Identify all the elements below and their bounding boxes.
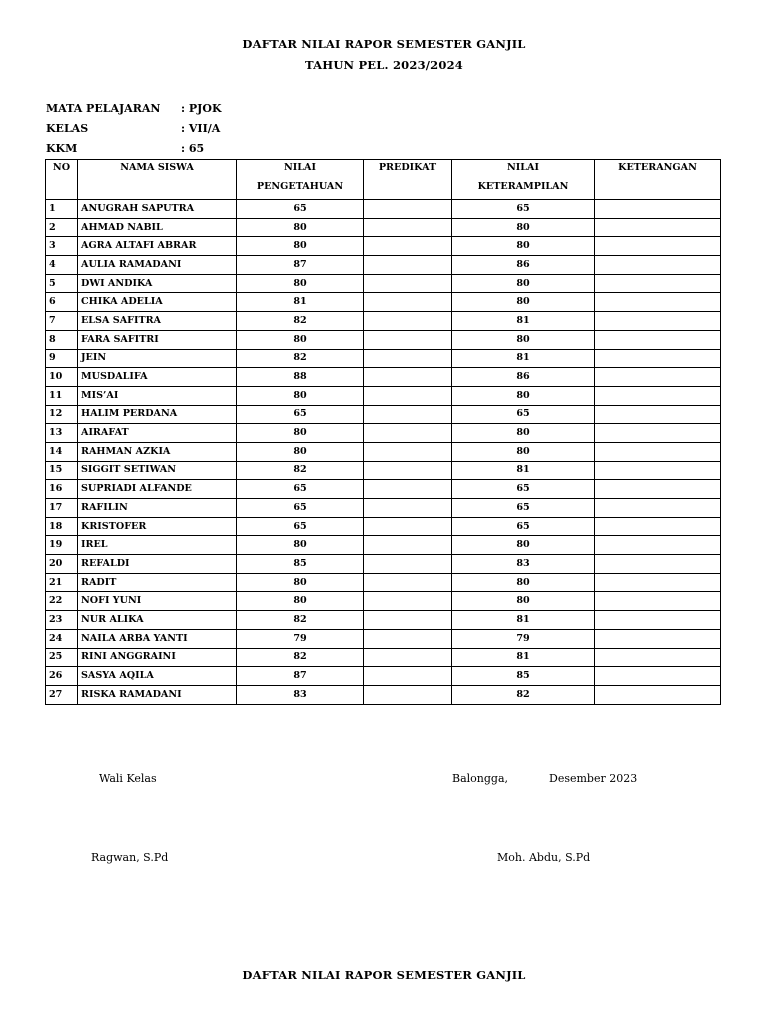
next-page-title: DAFTAR NILAI RAPOR SEMESTER GANJIL bbox=[242, 968, 526, 982]
table-row bbox=[46, 256, 721, 275]
knowledge-score-cell: 88 bbox=[237, 368, 364, 387]
skill-score-cell: 65 bbox=[452, 200, 595, 219]
meta-label: MATA PELAJARAN bbox=[46, 102, 161, 115]
row-number-cell: 7 bbox=[46, 312, 78, 331]
row-number-cell: 22 bbox=[46, 592, 78, 611]
student-name-cell: REFALDI bbox=[78, 555, 237, 574]
predikat-cell bbox=[364, 611, 452, 630]
row-number-cell: 5 bbox=[46, 274, 78, 293]
skill-score-cell: 80 bbox=[452, 293, 595, 312]
knowledge-score-cell: 87 bbox=[237, 256, 364, 275]
predikat-cell bbox=[364, 386, 452, 405]
keterangan-cell bbox=[595, 218, 721, 237]
row-number-cell: 23 bbox=[46, 611, 78, 630]
knowledge-score-cell: 80 bbox=[237, 424, 364, 443]
wali-kelas-name: Ragwan, S.Pd bbox=[91, 851, 169, 864]
meta-label: KKM bbox=[46, 142, 78, 155]
knowledge-score-cell: 65 bbox=[237, 405, 364, 424]
keterangan-cell bbox=[595, 611, 721, 630]
predikat-cell bbox=[364, 237, 452, 256]
student-name-cell: AGRA ALTAFI ABRAR bbox=[78, 237, 237, 256]
knowledge-score-cell: 83 bbox=[237, 685, 364, 704]
student-name-cell: RAHMAN AZKIA bbox=[78, 442, 237, 461]
row-number-cell: 26 bbox=[46, 667, 78, 686]
date-label: Desember 2023 bbox=[549, 772, 638, 785]
student-name-cell: RISKA RAMADANI bbox=[78, 685, 237, 704]
meta-value: : VII/A bbox=[181, 122, 221, 135]
table-row bbox=[46, 499, 721, 518]
skill-score-cell: 81 bbox=[452, 312, 595, 331]
keterangan-cell bbox=[595, 386, 721, 405]
keterangan-cell bbox=[595, 499, 721, 518]
predikat-cell bbox=[364, 685, 452, 704]
row-number-cell: 24 bbox=[46, 629, 78, 648]
knowledge-score-cell: 80 bbox=[237, 442, 364, 461]
knowledge-score-cell: 82 bbox=[237, 611, 364, 630]
table-row bbox=[46, 424, 721, 443]
keterangan-cell bbox=[595, 555, 721, 574]
skill-score-cell: 80 bbox=[452, 442, 595, 461]
skill-score-cell: 80 bbox=[452, 386, 595, 405]
header-nilai-keterampilan bbox=[452, 160, 595, 200]
header-line: PENGETAHUAN bbox=[256, 181, 344, 192]
predikat-cell bbox=[364, 592, 452, 611]
keterangan-cell bbox=[595, 517, 721, 536]
header-keterangan: KETERANGAN bbox=[595, 160, 721, 200]
student-name-cell: ANUGRAH SAPUTRA bbox=[78, 200, 237, 219]
table-row bbox=[46, 293, 721, 312]
skill-score-cell: 83 bbox=[452, 555, 595, 574]
skill-score-cell: 81 bbox=[452, 611, 595, 630]
skill-score-cell: 80 bbox=[452, 274, 595, 293]
keterangan-cell bbox=[595, 368, 721, 387]
keterangan-cell bbox=[595, 629, 721, 648]
row-number-cell: 6 bbox=[46, 293, 78, 312]
skill-score-cell: 65 bbox=[452, 480, 595, 499]
skill-score-cell: 80 bbox=[452, 424, 595, 443]
signatory-name: Moh. Abdu, S.Pd bbox=[497, 851, 591, 864]
predikat-cell bbox=[364, 517, 452, 536]
keterangan-cell bbox=[595, 480, 721, 499]
row-number-cell: 21 bbox=[46, 573, 78, 592]
skill-score-cell: 65 bbox=[452, 517, 595, 536]
table-row bbox=[46, 685, 721, 704]
skill-score-cell: 80 bbox=[452, 237, 595, 256]
header-nama-siswa: NAMA SISWA bbox=[78, 160, 237, 200]
row-number-cell: 12 bbox=[46, 405, 78, 424]
predikat-cell bbox=[364, 293, 452, 312]
student-name-cell: MUSDALIFA bbox=[78, 368, 237, 387]
skill-score-cell: 80 bbox=[452, 330, 595, 349]
knowledge-score-cell: 81 bbox=[237, 293, 364, 312]
knowledge-score-cell: 82 bbox=[237, 312, 364, 331]
meta-value: : PJOK bbox=[181, 102, 222, 115]
student-name-cell: SASYA AQILA bbox=[78, 667, 237, 686]
predikat-cell bbox=[364, 461, 452, 480]
skill-score-cell: 85 bbox=[452, 667, 595, 686]
predikat-cell bbox=[364, 256, 452, 275]
row-number-cell: 2 bbox=[46, 218, 78, 237]
table-row bbox=[46, 461, 721, 480]
meta-label: KELAS bbox=[46, 122, 89, 135]
student-name-cell: MIS’AI bbox=[78, 386, 237, 405]
keterangan-cell bbox=[595, 405, 721, 424]
table-row bbox=[46, 274, 721, 293]
meta-value: : 65 bbox=[181, 142, 205, 155]
table-row bbox=[46, 648, 721, 667]
row-number-cell: 25 bbox=[46, 648, 78, 667]
table-row bbox=[46, 573, 721, 592]
row-number-cell: 3 bbox=[46, 237, 78, 256]
predikat-cell bbox=[364, 499, 452, 518]
predikat-cell bbox=[364, 405, 452, 424]
table-row bbox=[46, 536, 721, 555]
skill-score-cell: 80 bbox=[452, 592, 595, 611]
row-number-cell: 19 bbox=[46, 536, 78, 555]
header-line: KETERAMPILAN bbox=[477, 181, 569, 192]
keterangan-cell bbox=[595, 685, 721, 704]
keterangan-cell bbox=[595, 592, 721, 611]
student-name-cell: AULIA RAMADANI bbox=[78, 256, 237, 275]
row-number-cell: 11 bbox=[46, 386, 78, 405]
table-row bbox=[46, 442, 721, 461]
row-number-cell: 13 bbox=[46, 424, 78, 443]
header-line: NILAI bbox=[507, 162, 539, 173]
knowledge-score-cell: 65 bbox=[237, 200, 364, 219]
predikat-cell bbox=[364, 368, 452, 387]
predikat-cell bbox=[364, 648, 452, 667]
row-number-cell: 20 bbox=[46, 555, 78, 574]
skill-score-cell: 81 bbox=[452, 349, 595, 368]
predikat-cell bbox=[364, 274, 452, 293]
knowledge-score-cell: 65 bbox=[237, 480, 364, 499]
knowledge-score-cell: 82 bbox=[237, 648, 364, 667]
student-name-cell: NAILA ARBA YANTI bbox=[78, 629, 237, 648]
predikat-cell bbox=[364, 629, 452, 648]
keterangan-cell bbox=[595, 274, 721, 293]
skill-score-cell: 86 bbox=[452, 256, 595, 275]
table-body bbox=[46, 200, 721, 705]
row-number-cell: 16 bbox=[46, 480, 78, 499]
keterangan-cell bbox=[595, 648, 721, 667]
knowledge-score-cell: 80 bbox=[237, 386, 364, 405]
header-nilai-pengetahuan bbox=[237, 160, 364, 200]
predikat-cell bbox=[364, 312, 452, 331]
predikat-cell bbox=[364, 349, 452, 368]
grades-table bbox=[45, 159, 721, 705]
student-name-cell: NOFI YUNI bbox=[78, 592, 237, 611]
student-name-cell: AIRAFAT bbox=[78, 424, 237, 443]
table-row bbox=[46, 480, 721, 499]
skill-score-cell: 65 bbox=[452, 405, 595, 424]
row-number-cell: 18 bbox=[46, 517, 78, 536]
row-number-cell: 1 bbox=[46, 200, 78, 219]
table-row bbox=[46, 349, 721, 368]
predikat-cell bbox=[364, 330, 452, 349]
skill-score-cell: 65 bbox=[452, 499, 595, 518]
table-row bbox=[46, 667, 721, 686]
keterangan-cell bbox=[595, 424, 721, 443]
student-name-cell: KRISTOFER bbox=[78, 517, 237, 536]
student-name-cell: DWI ANDIKA bbox=[78, 274, 237, 293]
place-label: Balongga, bbox=[452, 772, 509, 785]
row-number-cell: 4 bbox=[46, 256, 78, 275]
table-row bbox=[46, 368, 721, 387]
predikat-cell bbox=[364, 667, 452, 686]
predikat-cell bbox=[364, 200, 452, 219]
table-row bbox=[46, 237, 721, 256]
row-number-cell: 8 bbox=[46, 330, 78, 349]
student-name-cell: HALIM PERDANA bbox=[78, 405, 237, 424]
student-name-cell: AHMAD NABIL bbox=[78, 218, 237, 237]
predikat-cell bbox=[364, 573, 452, 592]
knowledge-score-cell: 80 bbox=[237, 274, 364, 293]
knowledge-score-cell: 65 bbox=[237, 517, 364, 536]
predikat-cell bbox=[364, 555, 452, 574]
knowledge-score-cell: 65 bbox=[237, 499, 364, 518]
knowledge-score-cell: 80 bbox=[237, 592, 364, 611]
predikat-cell bbox=[364, 442, 452, 461]
keterangan-cell bbox=[595, 237, 721, 256]
skill-score-cell: 82 bbox=[452, 685, 595, 704]
keterangan-cell bbox=[595, 349, 721, 368]
header-no: NO bbox=[46, 160, 78, 200]
skill-score-cell: 80 bbox=[452, 536, 595, 555]
keterangan-cell bbox=[595, 330, 721, 349]
student-name-cell: RINI ANGGRAINI bbox=[78, 648, 237, 667]
keterangan-cell bbox=[595, 256, 721, 275]
knowledge-score-cell: 87 bbox=[237, 667, 364, 686]
table-row bbox=[46, 555, 721, 574]
table-row bbox=[46, 611, 721, 630]
student-name-cell: SUPRIADI ALFANDE bbox=[78, 480, 237, 499]
skill-score-cell: 86 bbox=[452, 368, 595, 387]
keterangan-cell bbox=[595, 200, 721, 219]
table-header-row bbox=[46, 160, 721, 200]
keterangan-cell bbox=[595, 667, 721, 686]
student-name-cell: FARA SAFITRI bbox=[78, 330, 237, 349]
keterangan-cell bbox=[595, 573, 721, 592]
table-row bbox=[46, 312, 721, 331]
header-line: NILAI bbox=[284, 162, 316, 173]
student-name-cell: IREL bbox=[78, 536, 237, 555]
knowledge-score-cell: 79 bbox=[237, 629, 364, 648]
knowledge-score-cell: 82 bbox=[237, 349, 364, 368]
table-row bbox=[46, 386, 721, 405]
row-number-cell: 17 bbox=[46, 499, 78, 518]
skill-score-cell: 79 bbox=[452, 629, 595, 648]
student-name-cell: ELSA SAFITRA bbox=[78, 312, 237, 331]
skill-score-cell: 80 bbox=[452, 573, 595, 592]
student-name-cell: RADIT bbox=[78, 573, 237, 592]
row-number-cell: 9 bbox=[46, 349, 78, 368]
keterangan-cell bbox=[595, 442, 721, 461]
student-name-cell: NUR ALIKA bbox=[78, 611, 237, 630]
skill-score-cell: 81 bbox=[452, 461, 595, 480]
knowledge-score-cell: 82 bbox=[237, 461, 364, 480]
skill-score-cell: 80 bbox=[452, 218, 595, 237]
student-name-cell: CHIKA ADELIA bbox=[78, 293, 237, 312]
knowledge-score-cell: 80 bbox=[237, 218, 364, 237]
row-number-cell: 14 bbox=[46, 442, 78, 461]
knowledge-score-cell: 80 bbox=[237, 330, 364, 349]
header-predikat: PREDIKAT bbox=[364, 160, 452, 200]
predikat-cell bbox=[364, 218, 452, 237]
predikat-cell bbox=[364, 480, 452, 499]
knowledge-score-cell: 80 bbox=[237, 237, 364, 256]
row-number-cell: 27 bbox=[46, 685, 78, 704]
knowledge-score-cell: 80 bbox=[237, 536, 364, 555]
document-title: DAFTAR NILAI RAPOR SEMESTER GANJIL bbox=[242, 37, 526, 51]
knowledge-score-cell: 80 bbox=[237, 573, 364, 592]
document-subtitle: TAHUN PEL. 2023/2024 bbox=[305, 58, 463, 72]
student-name-cell: SIGGIT SETIWAN bbox=[78, 461, 237, 480]
keterangan-cell bbox=[595, 312, 721, 331]
keterangan-cell bbox=[595, 461, 721, 480]
table-row bbox=[46, 629, 721, 648]
table-row bbox=[46, 218, 721, 237]
row-number-cell: 10 bbox=[46, 368, 78, 387]
knowledge-score-cell: 85 bbox=[237, 555, 364, 574]
table-row bbox=[46, 592, 721, 611]
keterangan-cell bbox=[595, 536, 721, 555]
student-name-cell: JEIN bbox=[78, 349, 237, 368]
predikat-cell bbox=[364, 536, 452, 555]
table-row bbox=[46, 517, 721, 536]
wali-kelas-label: Wali Kelas bbox=[99, 772, 157, 785]
skill-score-cell: 81 bbox=[452, 648, 595, 667]
predikat-cell bbox=[364, 424, 452, 443]
table-row bbox=[46, 405, 721, 424]
table-row bbox=[46, 200, 721, 219]
student-name-cell: RAFILIN bbox=[78, 499, 237, 518]
row-number-cell: 15 bbox=[46, 461, 78, 480]
table-row bbox=[46, 330, 721, 349]
keterangan-cell bbox=[595, 293, 721, 312]
